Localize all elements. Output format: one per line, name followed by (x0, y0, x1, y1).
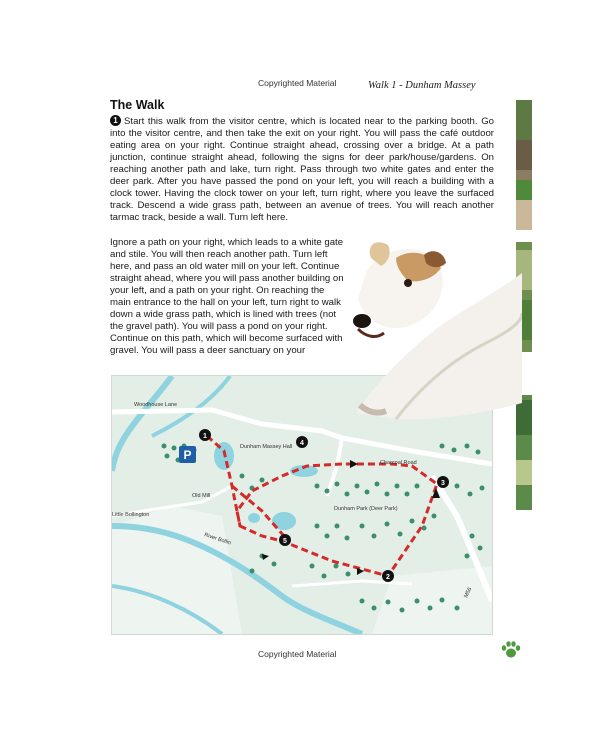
paw-icon (500, 640, 522, 660)
waypoint-2 (382, 570, 394, 582)
svg-text:2: 2 (386, 574, 390, 581)
waypoint-5 (279, 534, 291, 546)
label-little-bollington: Little Bollington (112, 512, 150, 518)
walk-paragraph-1 (110, 115, 494, 224)
walk-title: Walk 1 - Dunham Massey (368, 80, 476, 91)
header-copyright: Copyrighted Material (258, 78, 337, 88)
pond (248, 513, 260, 523)
waypoint-3 (437, 476, 449, 488)
svg-text:1: 1 (203, 433, 207, 440)
label-woodhouse-lane: Woodhouse Lane (134, 402, 178, 408)
walk-paragraph-2: Ignore a path on your right, which leads to a white gate and stile. You will then reach another path. Turn left here, and pass an old water mill on your left. Continue straight ahead, where you will pass another building on your left, and a path on your right. On reaching the main entrance to the hall on your left, turn right to walk down a wide grass path, which is lined with trees (not the gravel path). You will pass a pond on your right. Continue on this path, which will become surfaced with gravel. You will pass a deer sanctuary on your (110, 237, 344, 356)
label-dunham-park: Dunham Park (Deer Park) (334, 506, 398, 512)
section-heading: The Walk (110, 98, 165, 112)
paragraph-1-text: Start this walk from the visitor centre, which is located near to the parking booth. Go into the visitor centre, and then take the exit on your right. You will pass the café outdoor eating area on your right. Continue straight ahead, crossing over a bridge. At a path junction, continue straight ahead, following the signs for deer park/house/gardens. On reaching another path and lake, turn right. Pass through two white gates and enter the deer park. After you have passed the pond on your left, you will reach a building with a clock tower. Having the clock tower on your left, turn right, where you leave the surfaced track. Descend a wide grass path, between an avenue of trees. You will reach another tarmac track, beside a wall. Turn left here. (110, 116, 494, 223)
label-old-mill: Old Mill (192, 493, 211, 499)
label-charcoal-road: Charcoal Road (380, 460, 417, 466)
label-river-bollin: River Bollin (203, 532, 232, 547)
step-number-badge: 1 (110, 115, 121, 126)
label-dunham-massey-hall: Dunham Massey Hall (240, 444, 293, 450)
waypoint-4 (296, 436, 308, 448)
parking-letter: P (183, 448, 192, 462)
label-m56: M56 (463, 586, 474, 599)
footer-copyright: Copyrighted Material (258, 649, 337, 659)
svg-text:4: 4 (300, 440, 304, 447)
dog-photo (336, 233, 522, 423)
svg-text:5: 5 (283, 538, 287, 545)
waypoint-1 (199, 429, 211, 441)
svg-text:3: 3 (441, 480, 445, 487)
